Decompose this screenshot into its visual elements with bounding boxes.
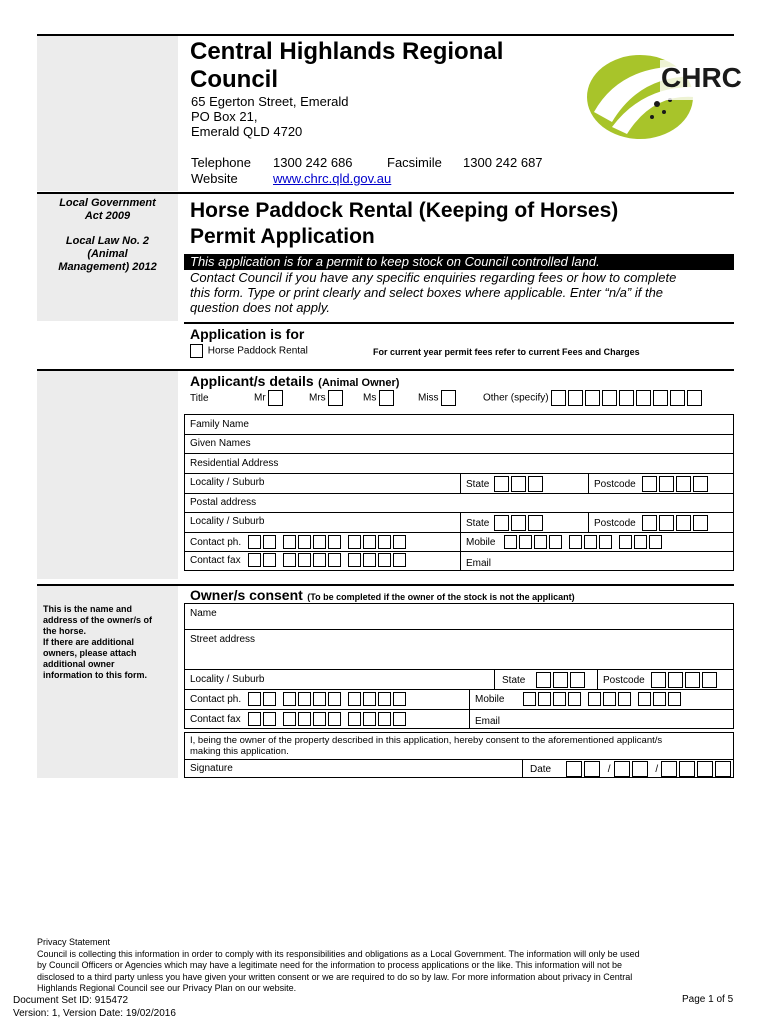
header-gray-strip (37, 36, 178, 191)
privacy-line: Highlands Regional Council see our Privacy Plan on our website. (37, 983, 297, 993)
row-divider (184, 709, 734, 710)
address-line3: Emerald QLD 4720 (191, 124, 303, 139)
owner-state-field[interactable] (502, 672, 587, 688)
owner-note-line: the horse. (43, 626, 87, 636)
chrc-logo (582, 42, 742, 144)
contact-block (191, 155, 543, 187)
telephone-value: 1300 242 686 (273, 155, 353, 170)
title-mrs[interactable] (309, 390, 345, 406)
owner-heading-sub: (To be completed if the owner of the stock is not the applicant) (307, 592, 575, 602)
contact-ph-label: Contact ph. (190, 693, 242, 705)
law-line1: Local Law No. 2 (65, 235, 150, 247)
postcode-label: Postcode (603, 674, 645, 686)
owner-contact-fax-field[interactable] (190, 712, 413, 726)
owner-table (184, 603, 734, 729)
act-line2: Act 2009 (84, 210, 131, 222)
postcode-field[interactable] (594, 476, 710, 492)
postal-postcode-field[interactable] (594, 515, 710, 531)
ms-label: Ms (363, 392, 377, 404)
date-field[interactable] (530, 761, 733, 777)
email-field[interactable]: Email (466, 558, 492, 569)
intro-banner: This application is for a permit to keep stock on Council controlled land. (184, 254, 734, 270)
state-label: State (502, 674, 526, 686)
owner-note-line: address of the owner/s of (43, 615, 153, 625)
row-divider (184, 493, 734, 494)
address-line1: 65 Egerton Street, Emerald (191, 94, 349, 109)
given-names-field[interactable]: Given Names (190, 438, 251, 449)
telephone-label: Telephone (191, 155, 251, 170)
facsimile-label: Facsimile (387, 155, 442, 170)
col-divider (460, 473, 461, 493)
horse-paddock-label: Horse Paddock Rental (207, 345, 308, 357)
title-ms[interactable] (363, 390, 396, 406)
postcode-label: Postcode (594, 478, 636, 490)
contact-ph-label: Contact ph. (190, 536, 242, 548)
residential-address-field[interactable]: Residential Address (190, 458, 279, 469)
mobile-label: Mobile (475, 693, 505, 705)
mrs-label: Mrs (309, 392, 326, 404)
owner-note (43, 604, 152, 681)
col-divider (460, 512, 461, 532)
owner-postcode-field[interactable] (603, 672, 719, 688)
title-mr[interactable] (254, 390, 285, 406)
sidebar-applicant-panel (37, 371, 178, 579)
contact-fax-label: Contact fax (190, 713, 241, 725)
col-divider (460, 532, 461, 571)
privacy-line: Council is collecting this information in order to comply with its responsibilities and obligations as a Local Government. The information will only be used (37, 948, 640, 959)
row-divider (184, 453, 734, 454)
state-field[interactable] (466, 476, 545, 492)
postal-locality-field[interactable]: Locality / Suburb (190, 516, 265, 527)
row-divider (184, 512, 734, 513)
applicant-heading (190, 373, 399, 391)
mobile-field[interactable] (466, 535, 669, 549)
document-id: Document Set ID: 915472 (13, 995, 129, 1006)
facsimile-value: 1300 242 687 (463, 155, 543, 170)
row-divider (184, 629, 734, 630)
act-line1: Local Government (59, 197, 156, 209)
privacy-statement (37, 937, 737, 995)
state-label: State (466, 517, 490, 529)
law-line3: Management) 2012 (58, 261, 157, 273)
council-name-line1: Central Highlands Regional (190, 38, 504, 65)
address-line2: PO Box 21, (191, 109, 258, 124)
postcode-label: Postcode (594, 517, 636, 529)
date-label: Date (530, 763, 552, 775)
council-address (191, 94, 349, 139)
contact-ph-field[interactable] (190, 535, 413, 549)
form-title-line1: Horse Paddock Rental (Keeping of Horses) (190, 199, 619, 222)
applicant-heading-sub: (Animal Owner) (318, 377, 400, 389)
miss-label: Miss (418, 392, 439, 404)
application-heading: Application is for (190, 326, 305, 342)
horse-paddock-checkbox[interactable] (190, 344, 203, 358)
title-label: Title (190, 393, 209, 404)
title-other[interactable] (483, 390, 704, 406)
col-divider (588, 512, 589, 532)
version-info: Version: 1, Version Date: 19/02/2016 (13, 1008, 176, 1019)
council-name (190, 38, 503, 94)
website-link[interactable]: www.chrc.qld.gov.au (273, 171, 392, 186)
mr-checkbox[interactable] (268, 390, 283, 406)
privacy-line: disclosed to a third party unless you have given your written consent or we are required to do so by law. For more information about privacy in Central (37, 971, 633, 982)
signature-field[interactable]: Signature (190, 763, 233, 774)
mr-label: Mr (254, 392, 266, 404)
col-divider (469, 689, 470, 729)
consent-statement (190, 735, 728, 757)
title-miss[interactable] (418, 390, 458, 406)
intro-line1: Contact Council if you have any specific enquiries regarding fees or how to complete (190, 270, 677, 285)
family-name-field[interactable]: Family Name (190, 419, 249, 430)
privacy-line: by Council Officers or Agencies which may have a legitimate need for the information to process applications or the like. This information will not be (37, 960, 622, 970)
ms-checkbox[interactable] (379, 390, 394, 406)
owner-note-line: This is the name and (43, 604, 133, 614)
page-number: Page 1 of 5 (682, 994, 734, 1005)
owner-contact-ph-field[interactable] (190, 692, 413, 706)
owner-street-address-field[interactable]: Street address (190, 634, 256, 645)
intro-text (190, 270, 676, 315)
owner-note-line: owners, please attach (43, 648, 137, 658)
horse-paddock-option[interactable] (190, 344, 308, 358)
col-divider (522, 759, 523, 778)
form-title (190, 198, 618, 250)
contact-fax-field[interactable] (190, 553, 413, 567)
other-label: Other (specify) (483, 392, 549, 404)
col-divider (597, 669, 598, 689)
miss-checkbox[interactable] (441, 390, 456, 406)
row-divider (184, 532, 734, 533)
col-divider (588, 473, 589, 493)
owner-name-field[interactable]: Name (190, 608, 217, 619)
act-reference (40, 197, 175, 274)
postal-address-field[interactable]: Postal address (190, 497, 257, 508)
consent-line1: I, being the owner of the property described in this application, hereby consent to the aforementioned applicant/s (190, 735, 663, 746)
owner-email-field[interactable]: Email (475, 716, 501, 727)
owner-heading-main: Owner/s consent (190, 587, 303, 603)
postal-state-field[interactable] (466, 515, 545, 531)
law-line2: (Animal (87, 248, 128, 260)
owner-locality-field[interactable]: Locality / Suburb (190, 674, 265, 685)
row-divider (184, 434, 734, 435)
row-divider (184, 669, 734, 670)
logo-text: CHRC (661, 62, 742, 93)
date-slash: / (655, 763, 659, 775)
owner-note-line: additional owner (43, 659, 115, 669)
other-specify-boxes[interactable] (551, 393, 704, 404)
row-divider (184, 473, 734, 474)
privacy-heading: Privacy Statement (37, 937, 111, 947)
contact-fax-label: Contact fax (190, 554, 241, 566)
intro-line3: question does not apply. (190, 300, 330, 315)
applicant-heading-main: Applicant/s details (190, 373, 314, 389)
application-top-rule (184, 322, 734, 324)
mrs-checkbox[interactable] (328, 390, 343, 406)
owner-mobile-field[interactable] (475, 692, 688, 706)
fees-note: For current year permit fees refer to current Fees and Charges (373, 347, 640, 357)
form-title-line2: Permit Application (190, 225, 375, 248)
locality-field[interactable]: Locality / Suburb (190, 477, 265, 488)
intro-line2: this form. Type or print clearly and select boxes where applicable. Enter “n/a” if the (190, 285, 664, 300)
state-label: State (466, 478, 490, 490)
row-divider (184, 689, 734, 690)
row-divider (184, 551, 734, 552)
col-divider (494, 669, 495, 689)
council-name-line2: Council (190, 66, 278, 93)
owner-note-line: information to this form. (43, 670, 147, 680)
website-label: Website (191, 171, 238, 186)
consent-line2: making this application. (190, 746, 289, 757)
date-slash: / (607, 763, 611, 775)
row-divider (184, 759, 734, 760)
owner-note-line: If there are additional (43, 637, 135, 647)
mobile-label: Mobile (466, 536, 496, 548)
